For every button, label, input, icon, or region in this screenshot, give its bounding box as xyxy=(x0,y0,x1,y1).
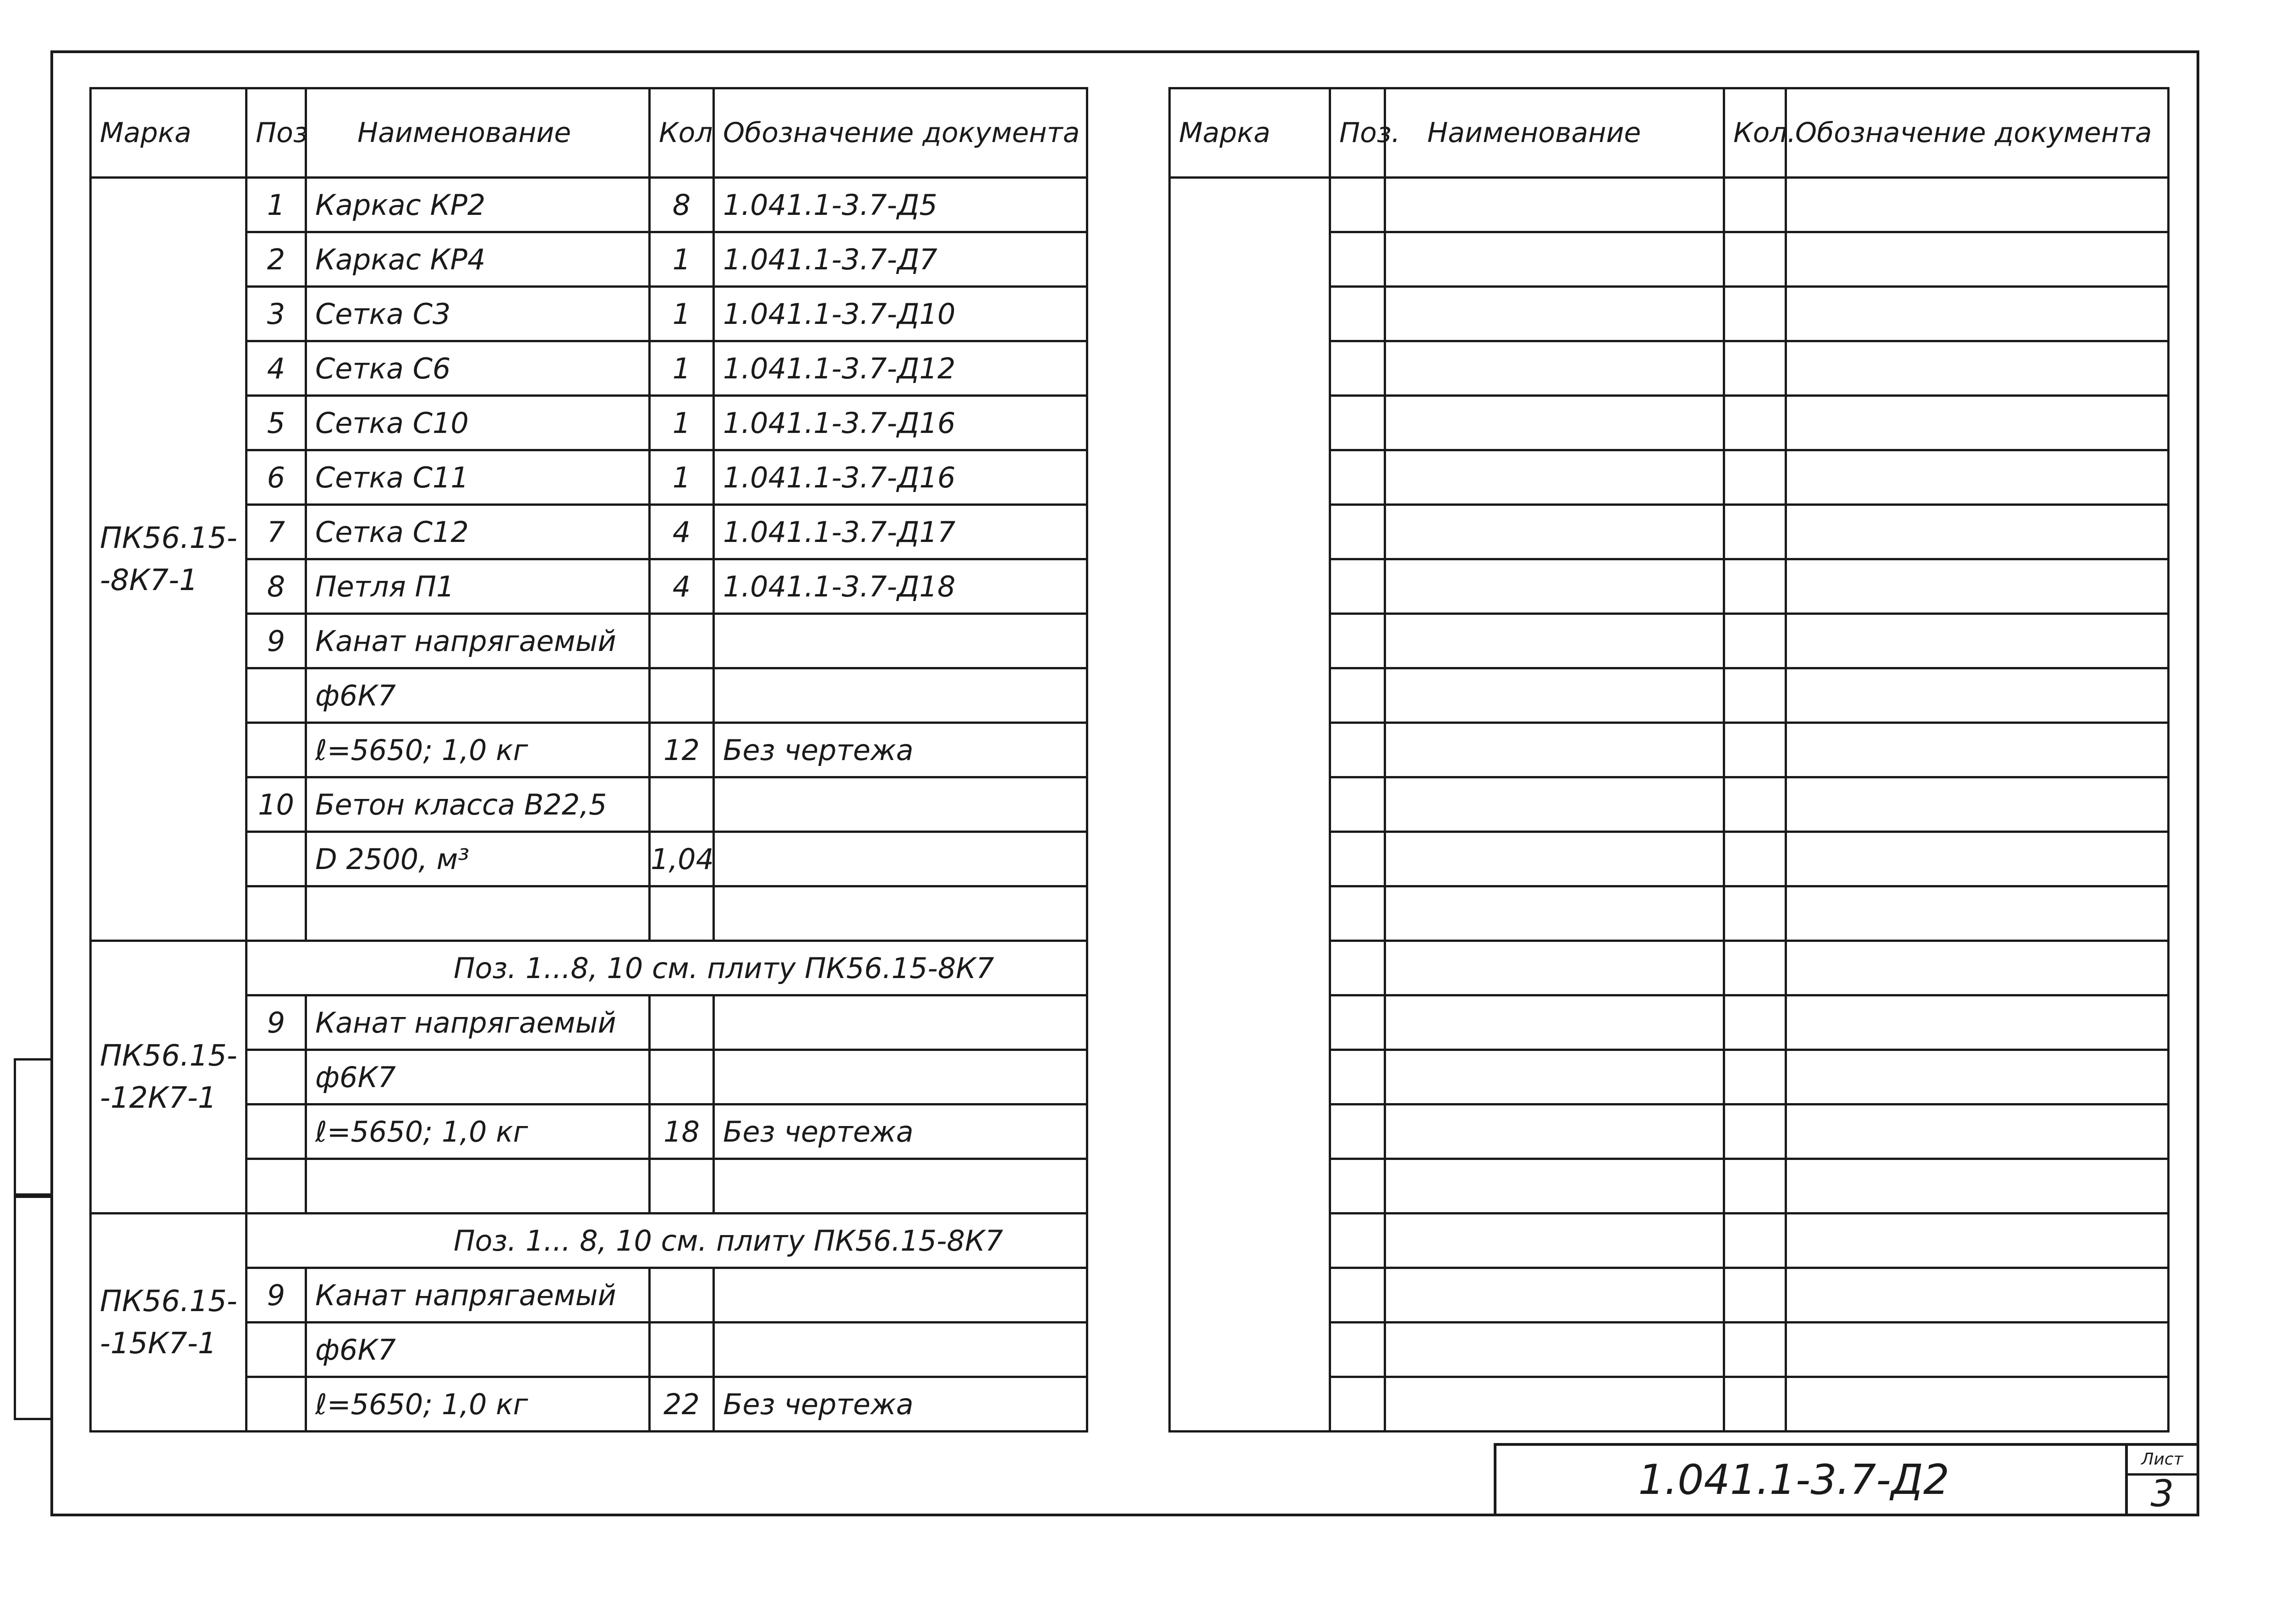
doc-cell xyxy=(714,995,1087,1050)
pos-cell xyxy=(247,1377,306,1432)
title-block xyxy=(1494,1443,2199,1516)
doc-cell xyxy=(714,886,1087,941)
doc-cell: 1.041.1-3.7-Д16 xyxy=(714,450,1087,505)
qty-cell xyxy=(650,614,714,668)
qty-cell xyxy=(650,886,714,941)
pos-cell xyxy=(247,1050,306,1105)
qty-cell: 1 xyxy=(650,396,714,450)
qty-cell: 1 xyxy=(650,287,714,341)
name-cell: ℓ=5650; 1,0 кг xyxy=(306,1377,650,1432)
name-cell: Каркас КР2 xyxy=(306,178,650,232)
qty-cell xyxy=(650,668,714,723)
name-cell: ф6К7 xyxy=(306,1323,650,1377)
name-cell: Сетка С11 xyxy=(306,450,650,505)
name-cell: Сетка С6 xyxy=(306,341,650,396)
qty-cell xyxy=(1724,232,1786,287)
doc-cell xyxy=(1786,287,2169,341)
pos-cell xyxy=(247,1323,306,1377)
mark-cell: ПК56.15- -15К7-1 xyxy=(91,1214,247,1432)
name-cell: ф6К7 xyxy=(306,1050,650,1105)
name-cell xyxy=(1385,886,1724,941)
qty-cell xyxy=(1724,1050,1786,1105)
group-note: Поз. 1...8, 10 см. плиту ПК56.15-8К7 xyxy=(247,941,1087,995)
pos-cell xyxy=(1330,287,1385,341)
qty-cell xyxy=(650,1268,714,1323)
qty-cell xyxy=(1724,995,1786,1050)
document-code: 1.041.1-3.7-Д2 xyxy=(1638,1455,1950,1504)
pos-cell xyxy=(1330,1268,1385,1323)
pos-cell xyxy=(1330,232,1385,287)
name-cell: Сетка С10 xyxy=(306,396,650,450)
name-cell xyxy=(1385,559,1724,614)
doc-cell: 1.041.1-3.7-Д12 xyxy=(714,341,1087,396)
doc-cell: 1.041.1-3.7-Д10 xyxy=(714,287,1087,341)
qty-cell xyxy=(1724,450,1786,505)
doc-cell xyxy=(1786,1377,2169,1432)
header-name: Наименование xyxy=(306,88,650,178)
mark-cell: ПК56.15- -8К7-1 xyxy=(91,178,247,941)
empty-row xyxy=(1170,178,2169,232)
doc-cell xyxy=(714,832,1087,886)
qty-cell xyxy=(1724,505,1786,559)
name-cell: Бетон класса В22,5 xyxy=(306,777,650,832)
header-doc: Обозначение документа xyxy=(1786,88,2169,178)
doc-cell xyxy=(714,1268,1087,1323)
doc-cell xyxy=(1786,1214,2169,1268)
name-cell xyxy=(1385,668,1724,723)
name-cell xyxy=(1385,396,1724,450)
name-cell xyxy=(1385,450,1724,505)
header-mark: Марка xyxy=(91,88,247,178)
pos-cell xyxy=(247,668,306,723)
qty-cell xyxy=(1724,559,1786,614)
pos-cell xyxy=(1330,941,1385,995)
qty-cell: 1 xyxy=(650,341,714,396)
note-row xyxy=(91,941,1087,995)
doc-cell xyxy=(1786,941,2169,995)
pos-cell xyxy=(1330,178,1385,232)
pos-cell xyxy=(1330,723,1385,777)
qty-cell xyxy=(1724,777,1786,832)
doc-cell xyxy=(1786,668,2169,723)
name-cell: Канат напрягаемый xyxy=(306,614,650,668)
qty-cell xyxy=(1724,178,1786,232)
pos-cell xyxy=(1330,995,1385,1050)
name-cell xyxy=(1385,178,1724,232)
qty-cell xyxy=(1724,1323,1786,1377)
pos-cell xyxy=(1330,505,1385,559)
header-name: Наименование xyxy=(1385,88,1724,178)
sheet-number: 3 xyxy=(2150,1472,2174,1515)
qty-cell xyxy=(650,1323,714,1377)
specification-table-left xyxy=(89,87,1088,1433)
doc-cell xyxy=(1786,1105,2169,1159)
pos-cell xyxy=(1330,886,1385,941)
pos-cell: 5 xyxy=(247,396,306,450)
name-cell: D 2500, м³ xyxy=(306,832,650,886)
doc-cell: 1.041.1-3.7-Д17 xyxy=(714,505,1087,559)
doc-cell: 1.041.1-3.7-Д7 xyxy=(714,232,1087,287)
doc-cell xyxy=(1786,723,2169,777)
header-pos: Поз. xyxy=(1330,88,1385,178)
doc-cell xyxy=(1786,559,2169,614)
pos-cell xyxy=(1330,1323,1385,1377)
name-cell xyxy=(1385,723,1724,777)
pos-cell xyxy=(247,886,306,941)
pos-cell xyxy=(247,1159,306,1214)
name-cell xyxy=(1385,1377,1724,1432)
pos-cell xyxy=(1330,559,1385,614)
doc-cell xyxy=(1786,1268,2169,1323)
sheet-label: Лист xyxy=(2128,1446,2197,1476)
name-cell xyxy=(1385,941,1724,995)
doc-cell xyxy=(1786,777,2169,832)
name-cell: Канат напрягаемый xyxy=(306,1268,650,1323)
name-cell xyxy=(1385,287,1724,341)
pos-cell xyxy=(1330,341,1385,396)
qty-cell xyxy=(1724,1105,1786,1159)
name-cell xyxy=(1385,995,1724,1050)
name-cell xyxy=(1385,1105,1724,1159)
name-cell: Петля П1 xyxy=(306,559,650,614)
doc-cell: 1.041.1-3.7-Д5 xyxy=(714,178,1087,232)
doc-cell xyxy=(714,1050,1087,1105)
sheet-box xyxy=(2125,1446,2197,1514)
qty-cell xyxy=(1724,396,1786,450)
qty-cell: 4 xyxy=(650,505,714,559)
qty-cell xyxy=(650,995,714,1050)
header-doc: Обозначение документа xyxy=(714,88,1087,178)
name-cell xyxy=(1385,832,1724,886)
table-row xyxy=(91,178,1087,232)
name-cell xyxy=(1385,1050,1724,1105)
pos-cell xyxy=(1330,1050,1385,1105)
pos-cell: 9 xyxy=(247,995,306,1050)
qty-cell xyxy=(650,1050,714,1105)
name-cell: ℓ=5650; 1,0 кг xyxy=(306,723,650,777)
doc-cell xyxy=(1786,1323,2169,1377)
pos-cell xyxy=(247,723,306,777)
qty-cell xyxy=(1724,668,1786,723)
qty-cell xyxy=(1724,614,1786,668)
pos-cell: 10 xyxy=(247,777,306,832)
doc-cell: Без чертежа xyxy=(714,1105,1087,1159)
pos-cell xyxy=(1330,1105,1385,1159)
name-cell xyxy=(1385,232,1724,287)
doc-cell xyxy=(714,777,1087,832)
name-cell xyxy=(1385,1214,1724,1268)
qty-cell: 1 xyxy=(650,450,714,505)
doc-cell xyxy=(1786,1159,2169,1214)
name-cell xyxy=(1385,1323,1724,1377)
qty-cell xyxy=(650,1159,714,1214)
name-cell: Каркас КР4 xyxy=(306,232,650,287)
pos-cell xyxy=(1330,777,1385,832)
group-note: Поз. 1... 8, 10 см. плиту ПК56.15-8К7 xyxy=(247,1214,1087,1268)
qty-cell xyxy=(1724,723,1786,777)
pos-cell xyxy=(1330,614,1385,668)
qty-cell: 1,04 xyxy=(650,832,714,886)
header-qty: Кол. xyxy=(1724,88,1786,178)
name-cell: ф6К7 xyxy=(306,668,650,723)
name-cell: ℓ=5650; 1,0 кг xyxy=(306,1105,650,1159)
doc-cell: 1.041.1-3.7-Д18 xyxy=(714,559,1087,614)
pos-cell xyxy=(1330,668,1385,723)
doc-cell xyxy=(714,1159,1087,1214)
pos-cell xyxy=(1330,1159,1385,1214)
qty-cell: 12 xyxy=(650,723,714,777)
header-pos: Поз xyxy=(247,88,306,178)
doc-cell xyxy=(1786,1050,2169,1105)
pos-cell xyxy=(247,832,306,886)
qty-cell xyxy=(1724,941,1786,995)
name-cell xyxy=(1385,1159,1724,1214)
doc-cell xyxy=(714,1323,1087,1377)
name-cell xyxy=(306,1159,650,1214)
name-cell xyxy=(1385,777,1724,832)
binding-strip-lower xyxy=(14,1196,51,1420)
pos-cell: 9 xyxy=(247,1268,306,1323)
doc-cell xyxy=(1786,995,2169,1050)
pos-cell xyxy=(1330,450,1385,505)
header-row xyxy=(91,88,1087,178)
mark-cell: ПК56.15- -12К7-1 xyxy=(91,941,247,1214)
qty-cell xyxy=(1724,1214,1786,1268)
qty-cell: 1 xyxy=(650,232,714,287)
qty-cell xyxy=(1724,1268,1786,1323)
doc-cell xyxy=(1786,505,2169,559)
header-qty: Кол xyxy=(650,88,714,178)
doc-cell xyxy=(1786,886,2169,941)
name-cell: Сетка С3 xyxy=(306,287,650,341)
header-row xyxy=(1170,88,2169,178)
doc-cell xyxy=(1786,232,2169,287)
name-cell: Канат напрягаемый xyxy=(306,995,650,1050)
name-cell xyxy=(1385,1268,1724,1323)
doc-cell xyxy=(1786,832,2169,886)
qty-cell xyxy=(1724,832,1786,886)
doc-cell xyxy=(1786,614,2169,668)
note-row xyxy=(91,1214,1087,1268)
pos-cell xyxy=(1330,1214,1385,1268)
pos-cell: 3 xyxy=(247,287,306,341)
name-cell xyxy=(1385,614,1724,668)
qty-cell xyxy=(1724,1377,1786,1432)
mark-cell xyxy=(1170,178,1330,1432)
doc-cell xyxy=(1786,178,2169,232)
pos-cell: 8 xyxy=(247,559,306,614)
doc-cell xyxy=(714,614,1087,668)
pos-cell: 1 xyxy=(247,178,306,232)
name-cell xyxy=(1385,505,1724,559)
qty-cell xyxy=(1724,287,1786,341)
doc-cell xyxy=(714,668,1087,723)
doc-cell xyxy=(1786,450,2169,505)
pos-cell xyxy=(1330,832,1385,886)
doc-cell: Без чертежа xyxy=(714,723,1087,777)
qty-cell: 18 xyxy=(650,1105,714,1159)
qty-cell: 22 xyxy=(650,1377,714,1432)
qty-cell: 8 xyxy=(650,178,714,232)
binding-strip-upper xyxy=(14,1058,51,1196)
doc-cell xyxy=(1786,396,2169,450)
pos-cell xyxy=(1330,1377,1385,1432)
pos-cell: 2 xyxy=(247,232,306,287)
name-cell xyxy=(306,886,650,941)
name-cell xyxy=(1385,341,1724,396)
header-mark: Марка xyxy=(1170,88,1330,178)
pos-cell: 7 xyxy=(247,505,306,559)
qty-cell xyxy=(1724,886,1786,941)
doc-cell: 1.041.1-3.7-Д16 xyxy=(714,396,1087,450)
qty-cell xyxy=(1724,341,1786,396)
pos-cell: 4 xyxy=(247,341,306,396)
qty-cell xyxy=(1724,1159,1786,1214)
doc-cell xyxy=(1786,341,2169,396)
pos-cell xyxy=(1330,396,1385,450)
specification-table-right xyxy=(1168,87,2170,1433)
pos-cell: 9 xyxy=(247,614,306,668)
qty-cell xyxy=(650,777,714,832)
doc-cell: Без чертежа xyxy=(714,1377,1087,1432)
pos-cell: 6 xyxy=(247,450,306,505)
qty-cell: 4 xyxy=(650,559,714,614)
pos-cell xyxy=(247,1105,306,1159)
name-cell: Сетка С12 xyxy=(306,505,650,559)
